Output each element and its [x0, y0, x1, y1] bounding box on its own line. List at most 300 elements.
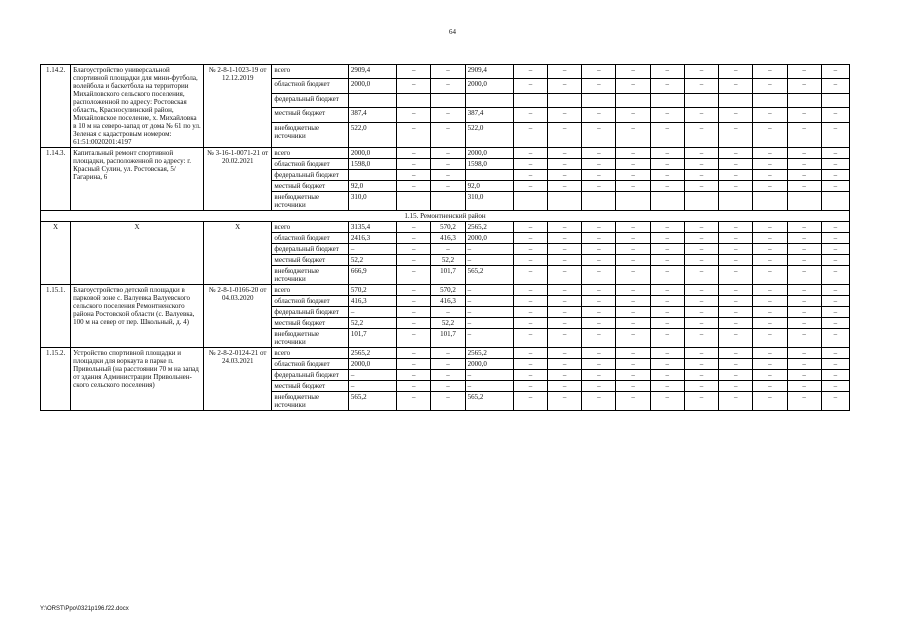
funding-source-cell: областной бюджет: [272, 79, 348, 93]
funding-source-cell: внебюджетные источники: [272, 266, 348, 285]
value-cell: –: [513, 359, 547, 370]
value-cell: –: [650, 222, 684, 233]
value-cell: –: [513, 318, 547, 329]
value-cell: [465, 93, 513, 107]
item-number-cell: 1.15.1.: [41, 285, 71, 348]
value-cell: –: [684, 181, 718, 192]
value-cell: –: [397, 381, 431, 392]
value-cell: –: [684, 244, 718, 255]
value-cell: –: [821, 266, 849, 285]
value-cell: –: [719, 370, 753, 381]
table-row: [41, 348, 850, 359]
total-value-cell: 565,2: [348, 392, 396, 411]
value-cell: –: [513, 233, 547, 244]
value-cell: –: [650, 181, 684, 192]
funding-source-cell: федеральный бюджет: [272, 370, 348, 381]
value-cell: –: [582, 79, 616, 93]
value-cell: –: [684, 148, 718, 159]
value-cell: –: [650, 159, 684, 170]
value-cell: –: [719, 329, 753, 348]
value-cell: –: [787, 348, 821, 359]
value-cell: [431, 93, 465, 107]
value-cell: –: [397, 392, 431, 411]
value-cell: –: [397, 359, 431, 370]
value-cell: –: [616, 65, 650, 79]
value-cell: –: [397, 244, 431, 255]
value-cell: –: [753, 307, 787, 318]
value-cell: –: [787, 370, 821, 381]
value-cell: –: [397, 296, 431, 307]
value-cell: –: [582, 159, 616, 170]
value-cell: 2000,0: [465, 233, 513, 244]
total-value-cell: 3135,4: [348, 222, 396, 233]
value-cell: –: [582, 285, 616, 296]
funding-source-cell: местный бюджет: [272, 255, 348, 266]
value-cell: –: [650, 348, 684, 359]
value-cell: –: [582, 170, 616, 181]
value-cell: –: [431, 370, 465, 381]
value-cell: –: [616, 108, 650, 122]
value-cell: 101,7: [431, 266, 465, 285]
item-number-cell: 1.14.3.: [41, 148, 71, 211]
value-cell: [684, 93, 718, 107]
funding-source-cell: местный бюджет: [272, 381, 348, 392]
value-cell: –: [548, 359, 582, 370]
value-cell: –: [431, 307, 465, 318]
value-cell: –: [513, 108, 547, 122]
value-cell: –: [684, 122, 718, 147]
funding-source-cell: внебюджетные источники: [272, 122, 348, 147]
value-cell: –: [513, 122, 547, 147]
value-cell: –: [582, 244, 616, 255]
total-value-cell: 387,4: [348, 108, 396, 122]
value-cell: –: [513, 159, 547, 170]
value-cell: 570,2: [431, 285, 465, 296]
value-cell: –: [821, 159, 849, 170]
value-cell: –: [650, 370, 684, 381]
value-cell: –: [548, 381, 582, 392]
value-cell: –: [719, 222, 753, 233]
footer-file-path: Y:\ORST\Ppo\0321p196.f22.docx: [40, 606, 129, 612]
funding-source-cell: всего: [272, 285, 348, 296]
value-cell: –: [684, 307, 718, 318]
value-cell: –: [548, 307, 582, 318]
total-value-cell: 2000,0: [348, 79, 396, 93]
value-cell: –: [719, 65, 753, 79]
total-value-cell: 2000,0: [348, 359, 396, 370]
value-cell: –: [465, 370, 513, 381]
value-cell: –: [431, 392, 465, 411]
value-cell: –: [753, 370, 787, 381]
value-cell: –: [821, 359, 849, 370]
value-cell: –: [465, 381, 513, 392]
value-cell: –: [821, 307, 849, 318]
document-cell: № 2-8-1-0166-20 от 04.03.2020: [203, 285, 271, 348]
value-cell: 2000,0: [465, 79, 513, 93]
value-cell: –: [650, 359, 684, 370]
value-cell: –: [787, 244, 821, 255]
value-cell: –: [397, 65, 431, 79]
total-value-cell: 1598,0: [348, 159, 396, 170]
value-cell: –: [513, 285, 547, 296]
value-cell: –: [684, 266, 718, 285]
value-cell: 2909,4: [465, 65, 513, 79]
value-cell: –: [719, 381, 753, 392]
value-cell: 416,3: [431, 296, 465, 307]
value-cell: –: [753, 122, 787, 147]
table-row: [41, 285, 850, 296]
funding-source-cell: областной бюджет: [272, 359, 348, 370]
value-cell: –: [719, 159, 753, 170]
value-cell: –: [719, 255, 753, 266]
funding-table: [40, 64, 850, 411]
total-value-cell: 2000,0: [348, 148, 396, 159]
value-cell: –: [821, 255, 849, 266]
value-cell: –: [753, 233, 787, 244]
value-cell: –: [787, 329, 821, 348]
value-cell: –: [582, 359, 616, 370]
value-cell: [753, 192, 787, 211]
value-cell: –: [650, 65, 684, 79]
value-cell: –: [787, 170, 821, 181]
document-cell: № 3-16-1-0071-21 от 20.02.2021: [203, 148, 271, 211]
value-cell: –: [616, 222, 650, 233]
value-cell: –: [548, 108, 582, 122]
value-cell: –: [548, 233, 582, 244]
value-cell: –: [719, 108, 753, 122]
value-cell: –: [719, 170, 753, 181]
funding-source-cell: федеральный бюджет: [272, 93, 348, 107]
value-cell: 310,0: [465, 192, 513, 211]
value-cell: –: [753, 159, 787, 170]
value-cell: –: [397, 318, 431, 329]
funding-source-cell: местный бюджет: [272, 181, 348, 192]
funding-source-cell: всего: [272, 222, 348, 233]
value-cell: –: [397, 122, 431, 147]
value-cell: –: [582, 148, 616, 159]
value-cell: [719, 192, 753, 211]
value-cell: –: [753, 392, 787, 411]
value-cell: –: [684, 79, 718, 93]
value-cell: –: [787, 318, 821, 329]
value-cell: –: [616, 79, 650, 93]
value-cell: –: [465, 318, 513, 329]
value-cell: –: [548, 79, 582, 93]
value-cell: –: [753, 318, 787, 329]
value-cell: –: [465, 296, 513, 307]
value-cell: –: [650, 255, 684, 266]
value-cell: –: [513, 392, 547, 411]
value-cell: –: [650, 244, 684, 255]
funding-source-cell: областной бюджет: [272, 159, 348, 170]
item-number-cell: X: [41, 222, 71, 285]
value-cell: –: [821, 381, 849, 392]
value-cell: –: [513, 348, 547, 359]
value-cell: –: [431, 359, 465, 370]
value-cell: –: [616, 348, 650, 359]
value-cell: –: [582, 266, 616, 285]
value-cell: –: [821, 79, 849, 93]
value-cell: –: [431, 244, 465, 255]
value-cell: –: [465, 307, 513, 318]
table-row: [41, 148, 850, 159]
value-cell: [513, 192, 547, 211]
item-number-cell: 1.15.2.: [41, 348, 71, 411]
total-value-cell: 522,0: [348, 122, 396, 147]
value-cell: –: [821, 222, 849, 233]
section-title: 1.15. Ремонтненский район: [41, 211, 850, 222]
value-cell: –: [821, 108, 849, 122]
value-cell: –: [719, 296, 753, 307]
value-cell: –: [684, 348, 718, 359]
value-cell: –: [684, 285, 718, 296]
value-cell: –: [787, 381, 821, 392]
value-cell: –: [753, 170, 787, 181]
value-cell: –: [616, 266, 650, 285]
value-cell: –: [616, 381, 650, 392]
value-cell: –: [650, 79, 684, 93]
value-cell: –: [719, 122, 753, 147]
value-cell: [719, 93, 753, 107]
value-cell: –: [650, 170, 684, 181]
value-cell: –: [787, 307, 821, 318]
value-cell: –: [787, 65, 821, 79]
value-cell: –: [787, 255, 821, 266]
funding-source-cell: федеральный бюджет: [272, 307, 348, 318]
value-cell: –: [513, 255, 547, 266]
value-cell: –: [650, 381, 684, 392]
value-cell: –: [719, 348, 753, 359]
total-value-cell: 570,2: [348, 285, 396, 296]
funding-source-cell: федеральный бюджет: [272, 170, 348, 181]
total-value-cell: –: [348, 381, 396, 392]
value-cell: [616, 192, 650, 211]
funding-source-cell: федеральный бюджет: [272, 244, 348, 255]
value-cell: [650, 192, 684, 211]
value-cell: –: [821, 370, 849, 381]
value-cell: –: [787, 108, 821, 122]
total-value-cell: 101,7: [348, 329, 396, 348]
value-cell: –: [753, 65, 787, 79]
value-cell: –: [650, 392, 684, 411]
value-cell: –: [787, 392, 821, 411]
table-row: [41, 65, 850, 79]
value-cell: –: [465, 244, 513, 255]
value-cell: –: [616, 359, 650, 370]
value-cell: 565,2: [465, 392, 513, 411]
value-cell: –: [582, 181, 616, 192]
value-cell: –: [548, 122, 582, 147]
value-cell: –: [582, 392, 616, 411]
value-cell: –: [431, 108, 465, 122]
value-cell: –: [787, 296, 821, 307]
value-cell: –: [684, 370, 718, 381]
value-cell: –: [719, 307, 753, 318]
value-cell: –: [616, 244, 650, 255]
value-cell: –: [650, 318, 684, 329]
funding-source-cell: всего: [272, 148, 348, 159]
total-value-cell: 92,0: [348, 181, 396, 192]
value-cell: –: [719, 181, 753, 192]
table-row: [41, 222, 850, 233]
value-cell: –: [548, 244, 582, 255]
value-cell: –: [548, 181, 582, 192]
value-cell: –: [582, 307, 616, 318]
value-cell: –: [513, 296, 547, 307]
document-cell: X: [203, 222, 271, 285]
value-cell: –: [821, 170, 849, 181]
value-cell: –: [582, 222, 616, 233]
value-cell: –: [582, 370, 616, 381]
value-cell: 570,2: [431, 222, 465, 233]
value-cell: –: [431, 79, 465, 93]
value-cell: 2565,2: [465, 348, 513, 359]
value-cell: –: [616, 296, 650, 307]
value-cell: –: [431, 159, 465, 170]
value-cell: –: [513, 170, 547, 181]
value-cell: –: [753, 181, 787, 192]
value-cell: –: [513, 381, 547, 392]
value-cell: [465, 170, 513, 181]
value-cell: –: [753, 381, 787, 392]
value-cell: –: [719, 244, 753, 255]
value-cell: –: [513, 329, 547, 348]
value-cell: –: [616, 285, 650, 296]
value-cell: [821, 93, 849, 107]
value-cell: –: [650, 108, 684, 122]
value-cell: –: [753, 244, 787, 255]
total-value-cell: –: [348, 370, 396, 381]
value-cell: –: [684, 170, 718, 181]
value-cell: –: [684, 392, 718, 411]
value-cell: –: [753, 222, 787, 233]
total-value-cell: 310,0: [348, 192, 396, 211]
value-cell: –: [548, 370, 582, 381]
value-cell: –: [650, 307, 684, 318]
value-cell: –: [684, 65, 718, 79]
description-cell: X: [71, 222, 204, 285]
value-cell: –: [397, 233, 431, 244]
funding-source-cell: всего: [272, 348, 348, 359]
value-cell: –: [397, 307, 431, 318]
value-cell: 387,4: [465, 108, 513, 122]
value-cell: –: [548, 170, 582, 181]
value-cell: 522,0: [465, 122, 513, 147]
value-cell: –: [513, 244, 547, 255]
value-cell: –: [787, 233, 821, 244]
value-cell: 52,2: [431, 255, 465, 266]
value-cell: 1598,0: [465, 159, 513, 170]
value-cell: –: [821, 122, 849, 147]
value-cell: –: [397, 255, 431, 266]
value-cell: –: [616, 392, 650, 411]
total-value-cell: 416,3: [348, 296, 396, 307]
value-cell: [582, 192, 616, 211]
value-cell: –: [684, 359, 718, 370]
funding-source-cell: внебюджетные источники: [272, 192, 348, 211]
value-cell: –: [753, 148, 787, 159]
total-value-cell: 2909,4: [348, 65, 396, 79]
value-cell: –: [548, 348, 582, 359]
value-cell: –: [582, 348, 616, 359]
value-cell: –: [821, 244, 849, 255]
value-cell: –: [397, 148, 431, 159]
value-cell: –: [753, 266, 787, 285]
value-cell: –: [431, 181, 465, 192]
value-cell: [616, 93, 650, 107]
value-cell: –: [787, 79, 821, 93]
value-cell: –: [719, 233, 753, 244]
value-cell: –: [787, 159, 821, 170]
value-cell: –: [753, 348, 787, 359]
value-cell: –: [719, 148, 753, 159]
value-cell: –: [753, 108, 787, 122]
value-cell: –: [821, 285, 849, 296]
value-cell: –: [821, 181, 849, 192]
value-cell: –: [431, 381, 465, 392]
value-cell: –: [397, 222, 431, 233]
funding-source-cell: внебюджетные источники: [272, 392, 348, 411]
value-cell: [397, 93, 431, 107]
funding-source-cell: всего: [272, 65, 348, 79]
value-cell: 2565,2: [465, 222, 513, 233]
value-cell: –: [431, 65, 465, 79]
value-cell: –: [753, 255, 787, 266]
value-cell: –: [465, 329, 513, 348]
value-cell: –: [548, 159, 582, 170]
total-value-cell: [348, 93, 396, 107]
total-value-cell: 52,2: [348, 255, 396, 266]
value-cell: 416,3: [431, 233, 465, 244]
value-cell: –: [821, 392, 849, 411]
value-cell: [821, 192, 849, 211]
value-cell: –: [821, 296, 849, 307]
value-cell: –: [787, 122, 821, 147]
value-cell: –: [616, 307, 650, 318]
value-cell: –: [684, 159, 718, 170]
value-cell: –: [513, 148, 547, 159]
value-cell: –: [650, 329, 684, 348]
value-cell: –: [431, 122, 465, 147]
value-cell: –: [719, 359, 753, 370]
value-cell: –: [684, 296, 718, 307]
funding-source-cell: областной бюджет: [272, 296, 348, 307]
value-cell: –: [787, 222, 821, 233]
value-cell: –: [513, 181, 547, 192]
value-cell: [431, 192, 465, 211]
value-cell: –: [616, 329, 650, 348]
value-cell: –: [650, 148, 684, 159]
value-cell: –: [397, 181, 431, 192]
value-cell: –: [397, 159, 431, 170]
total-value-cell: 52,2: [348, 318, 396, 329]
value-cell: –: [548, 392, 582, 411]
value-cell: –: [684, 233, 718, 244]
total-value-cell: [348, 170, 396, 181]
value-cell: –: [548, 318, 582, 329]
value-cell: 565,2: [465, 266, 513, 285]
value-cell: 92,0: [465, 181, 513, 192]
value-cell: –: [787, 181, 821, 192]
value-cell: –: [513, 79, 547, 93]
value-cell: –: [582, 122, 616, 147]
value-cell: 2000,0: [465, 148, 513, 159]
value-cell: –: [650, 285, 684, 296]
value-cell: –: [616, 181, 650, 192]
value-cell: –: [582, 108, 616, 122]
total-value-cell: –: [348, 244, 396, 255]
value-cell: –: [548, 148, 582, 159]
